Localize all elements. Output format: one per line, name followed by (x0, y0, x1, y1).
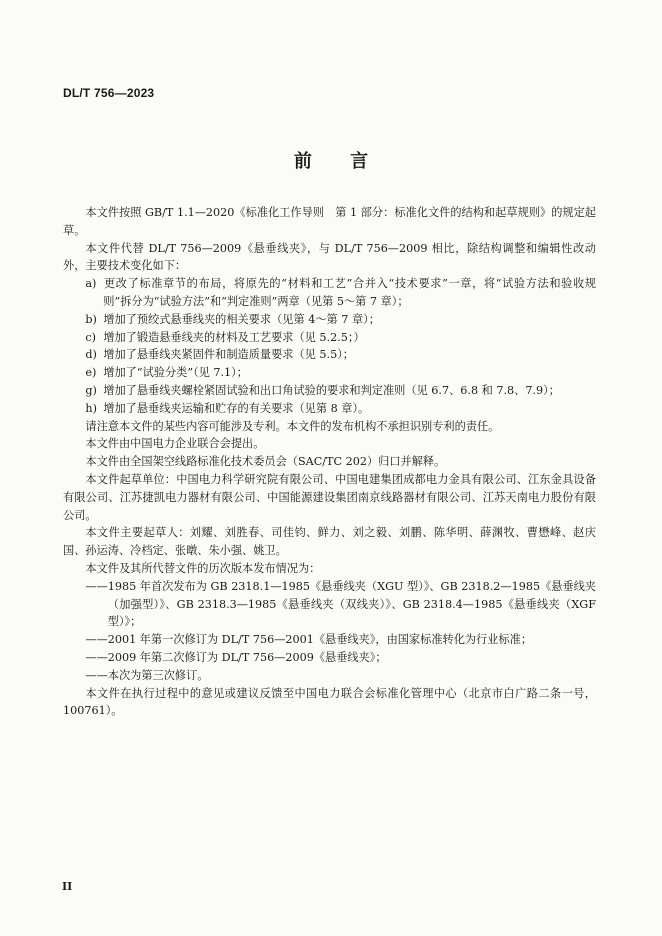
page-number: II (62, 880, 73, 893)
paragraph-drafting-units: 本文件起草单位：中国电力科学研究院有限公司、中国电建集团成都电力金具有限公司、江东金具设备有限公司、江苏捷凯电力器材有限公司、中国能源建设集团南京线路器材有限公司、江苏天南电力股份有限公司。 (63, 472, 596, 522)
document-body (63, 204, 596, 720)
list-item: d) 增加了悬垂线夹紧固件和制造质量要求（见 5.5）； (85, 348, 354, 362)
list-item: b) 增加了预绞式悬垂线夹的相关要求（见第 4～第 7 章）； (85, 312, 380, 326)
paragraph-proposer: 本文件由中国电力企业联合会提出。 (85, 437, 265, 451)
technical-changes-list (63, 275, 596, 417)
page-title: 前 言 (293, 151, 385, 172)
paragraph-feedback: 本文件在执行过程中的意见或建议反馈至中国电力联合会标准化管理中心（北京市白广路二条一号，100761）。 (63, 686, 596, 718)
document-code: DL/T 756—2023 (63, 86, 155, 100)
version-history-list (63, 578, 596, 685)
paragraph-drafters: 本文件主要起草人：刘耀、刘胜春、司佳钧、鲜力、刘之毅、刘鹏、陈华明、薛渊牧、曹懋峰、赵庆国、孙运涛、冷档定、张暾、朱小强、姚卫。 (63, 526, 596, 558)
history-item: ——2009 年第二次修订为 DL/T 756—2009《悬垂线夹》； (85, 650, 387, 664)
paragraph-committee: 本文件由全国架空线路标准化技术委员会（SAC/TC 202）归口并解释。 (85, 455, 446, 469)
paragraph-history-intro: 本文件及其所代替文件的历次版本发布情况为： (85, 561, 321, 575)
history-item: ——本次为第三次修订。 (85, 668, 209, 682)
list-item: g) 增加了悬垂线夹螺栓紧固试验和出口角试验的要求和判定准则（见 6.7、6.8 和 7.8、7.9）； (85, 383, 560, 397)
history-item: ——1985 年首次发布为 GB 2318.1—1985《悬垂线夹（XGU 型）》、GB 2318.2—1985《悬垂线夹（加强型）》、GB 2318.3—1985《悬垂线夹（双线夹）》、GB 2318.4—1985《悬垂线夹（XGF 型）》； (85, 579, 597, 629)
list-item: h) 增加了悬垂线夹运输和贮存的有关要求（见第 8 章）。 (85, 401, 370, 415)
paragraph-drafting-rule: 本文件按照 GB/T 1.1—2020《标准化工作导则 第 1 部分：标准化文件的结构和起草规则》的规定起草。 (63, 206, 596, 237)
list-item: a) 更改了标准章节的布局，将原先的“材料和工艺”合并入“技术要求”一章，将“试验方法和验收规则”拆分为“试验方法”和“判定准则”两章（见第 5～第 7 章）； (85, 277, 596, 308)
paragraph-patent: 请注意本文件的某些内容可能涉及专利。本文件的发布机构不承担识别专利的责任。 (85, 419, 500, 433)
history-item: ——2001 年第一次修订为 DL/T 756—2001《悬垂线夹》，由国家标准转化为行业标准； (85, 633, 533, 647)
list-item: e) 增加了“试验分类”（见 7.1）； (85, 366, 248, 380)
list-item: c) 增加了锻造悬垂线夹的材料及工艺要求（见 5.2.5；） (85, 330, 365, 344)
paragraph-replacement: 本文件代替 DL/T 756—2009《悬垂线夹》，与 DL/T 756—2009 相比，除结构调整和编辑性改动外，主要技术变化如下： (63, 241, 596, 273)
